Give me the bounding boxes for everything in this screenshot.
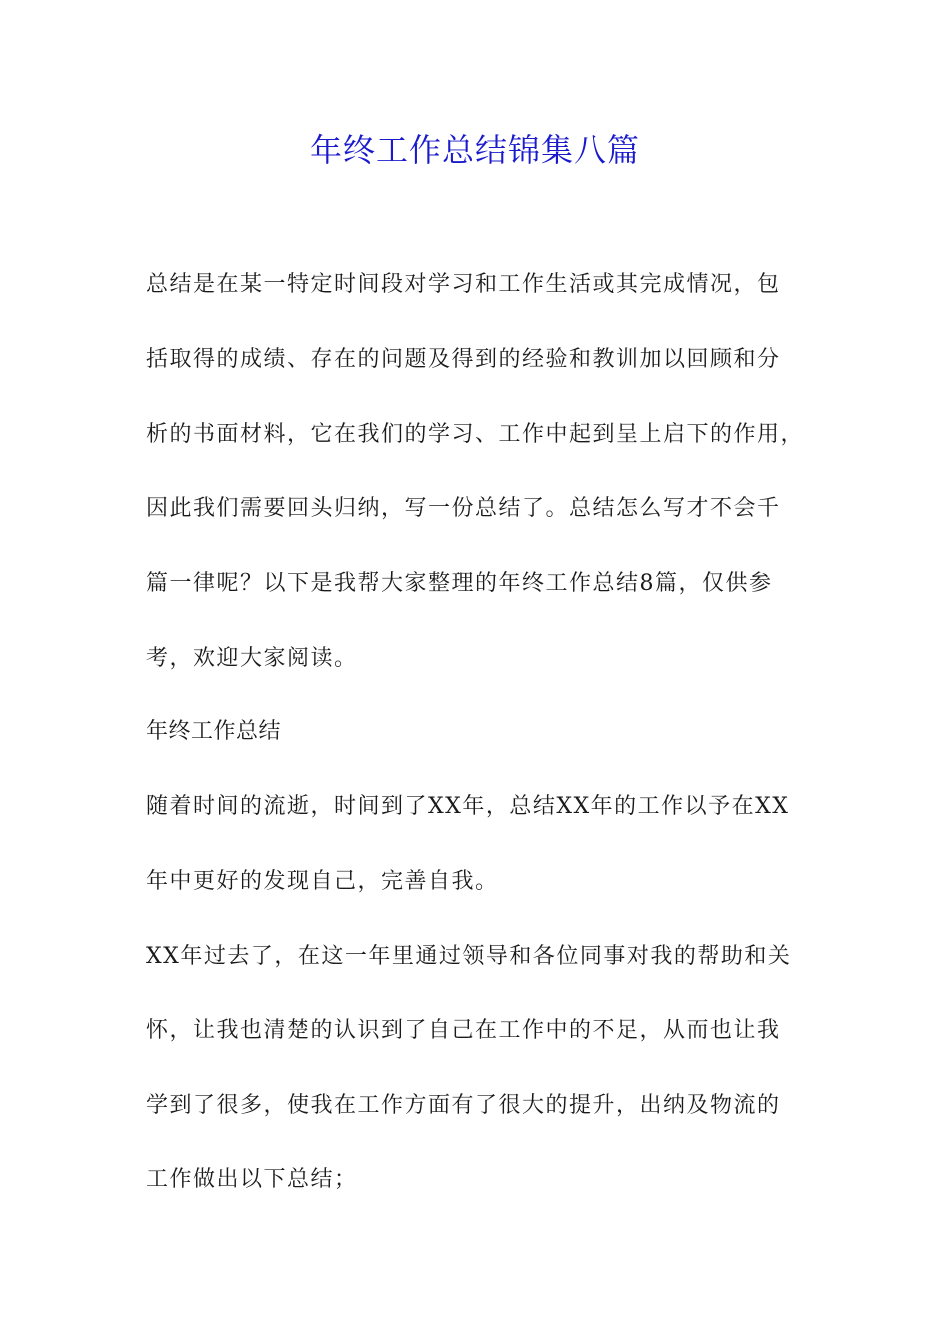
intro-line: 篇一律呢？以下是我帮大家整理的年终工作总结8篇，仅供参 — [146, 571, 773, 596]
intro-line: 考，欢迎大家阅读。 — [146, 646, 358, 671]
paragraph-line: 学到了很多，使我在工作方面有了很大的提升，出纳及物流的 — [146, 1093, 781, 1118]
section-heading: 年终工作总结 — [146, 719, 282, 744]
paragraph-line: 随着时间的流逝，时间到了XX年，总结XX年的工作以予在XX — [146, 794, 790, 819]
paragraph-line: 怀，让我也清楚的认识到了自己在工作中的不足，从而也让我 — [146, 1018, 781, 1043]
paragraph-line: 年中更好的发现自己，完善自我。 — [146, 869, 499, 894]
intro-line: 括取得的成绩、存在的问题及得到的经验和教训加以回顾和分 — [146, 347, 781, 372]
paragraph-line: XX年过去了，在这一年里通过领导和各位同事对我的帮助和关 — [146, 944, 792, 969]
intro-line: 因此我们需要回头归纳，写一份总结了。总结怎么写才不会千 — [146, 496, 781, 521]
document-title: 年终工作总结锦集八篇 — [309, 131, 640, 169]
intro-line: 析的书面材料，它在我们的学习、工作中起到呈上启下的作用， — [146, 422, 805, 447]
intro-line: 总结是在某一特定时间段对学习和工作生活或其完成情况，包 — [146, 272, 781, 297]
paragraph-line: 工作做出以下总结； — [146, 1167, 358, 1192]
